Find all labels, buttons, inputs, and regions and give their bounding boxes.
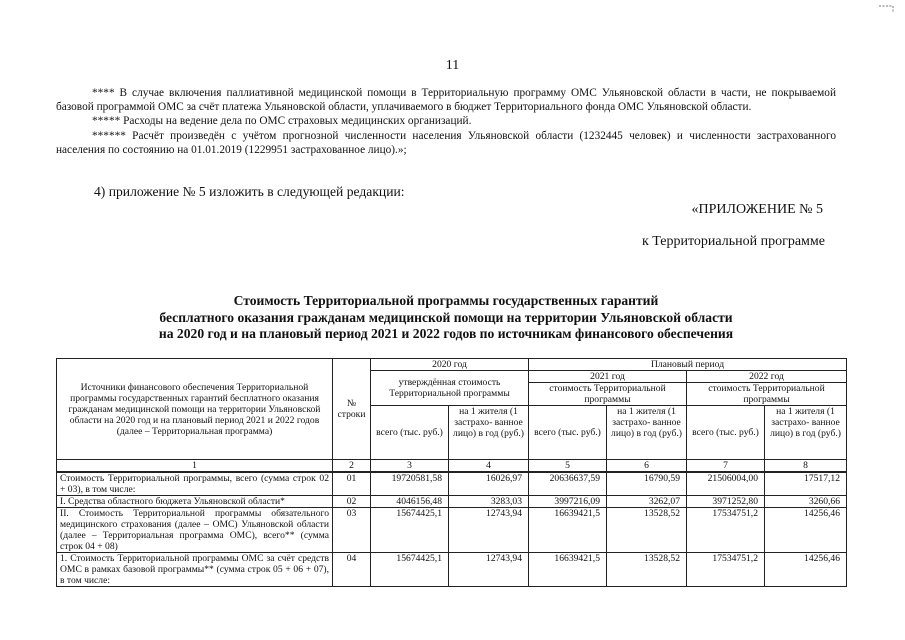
note-5-stars: ***** Расходы на ведение дела по ОМС страховых медицинских организаций. <box>92 115 472 128</box>
col-number: 4 <box>449 460 529 473</box>
corner-mark <box>878 4 894 14</box>
table-row <box>57 496 847 508</box>
row-value: 15674425,1 <box>371 508 449 553</box>
header-planned-period: Плановый период <box>529 359 847 371</box>
page-number: 11 <box>445 58 460 73</box>
row-label: Стоимость Территориальной программы, всего (сумма строк 02 + 03), в том числе: <box>57 472 333 496</box>
table-row <box>57 508 847 553</box>
header-total-2022: всего (тыс. руб.) <box>687 406 765 460</box>
row-value: 3997216,09 <box>529 496 607 508</box>
row-value: 3260,66 <box>765 496 847 508</box>
notes-block <box>56 86 836 157</box>
row-value: 3283,03 <box>449 496 529 508</box>
item-4-text: 4) приложение № 5 изложить в следующей редакции: <box>94 184 405 199</box>
row-value: 17517,12 <box>765 472 847 496</box>
appendix-title: «ПРИЛОЖЕНИЕ № 5 <box>691 202 823 217</box>
row-value: 14256,46 <box>765 508 847 553</box>
note-4-stars: **** В случае включения паллиативной медицинской помощи в Территориальную программу ОМС Ульяновской области в части, не покрываемой базовой программой ОМС за счёт платежа Ульяновской области, уплачиваемого в бюджет Территориального фонда ОМС Ульяновской области. <box>56 87 836 114</box>
row-value: 16790,59 <box>607 472 687 496</box>
header-cost-2022: стоимость Территориальной программы <box>687 383 847 406</box>
row-value: 20636637,59 <box>529 472 607 496</box>
row-value: 21506004,00 <box>687 472 765 496</box>
row-number: 04 <box>333 553 371 587</box>
row-value: 16639421,5 <box>529 508 607 553</box>
col-number: 7 <box>687 460 765 473</box>
header-total-2021: всего (тыс. руб.) <box>529 406 607 460</box>
row-value: 17534751,2 <box>687 553 765 587</box>
appendix-subtitle: к Территориальной программе <box>641 234 825 249</box>
row-value: 13528,52 <box>607 508 687 553</box>
row-label: 1. Стоимость Территориальной программы ОМС за счёт средств ОМС в рамках базовой программы** (сумма строк 05 + 06 + 07), в том числе: <box>57 553 333 587</box>
header-year-2022: 2022 год <box>687 371 847 383</box>
col-number: 2 <box>333 460 371 473</box>
header-per-capita-2021: на 1 жителя (1 застрахо- ванное лицо) в год (руб.) <box>607 406 687 460</box>
heading-line: на 2020 год и на плановый период 2021 и 2022 годов по источникам финансового обеспечения <box>158 326 734 341</box>
row-value: 16026,97 <box>449 472 529 496</box>
header-per-capita-2020: на 1 жителя (1 застрахо- ванное лицо) в год (руб.) <box>449 406 529 460</box>
header-approved-cost: утверждённая стоимость Территориальной программы <box>371 371 529 406</box>
row-value: 3971252,80 <box>687 496 765 508</box>
header-year-2020: 2020 год <box>371 359 529 371</box>
row-label: I. Средства областного бюджета Ульяновской области* <box>57 496 333 508</box>
header-source: Источники финансового обеспечения Территориальной программы государственных гарантий бесплатного оказания гражданам медицинской помощи на территории Ульяновской области на 2020 год и на плановый период 2021 и 2022 годов (далее – Территориальная программа) <box>57 359 333 460</box>
col-number: 5 <box>529 460 607 473</box>
row-label: II. Стоимость Территориальной программы обязательного медицинского страхования (далее – ОМС) Ульяновской области (далее – Территориальная программа ОМС), всего** (сумма строк 04 + 08) <box>57 508 333 553</box>
row-value: 16639421,5 <box>529 553 607 587</box>
col-number: 1 <box>57 460 333 473</box>
row-value: 14256,46 <box>765 553 847 587</box>
row-number: 02 <box>333 496 371 508</box>
table-row <box>57 472 847 496</box>
cost-table <box>56 358 847 587</box>
row-value: 13528,52 <box>607 553 687 587</box>
header-per-capita-2022: на 1 жителя (1 застрахо- ванное лицо) в год (руб.) <box>765 406 847 460</box>
header-cost-2021: стоимость Территориальной программы <box>529 383 687 406</box>
row-value: 4046156,48 <box>371 496 449 508</box>
row-value: 12743,94 <box>449 508 529 553</box>
row-value: 17534751,2 <box>687 508 765 553</box>
row-value: 15674425,1 <box>371 553 449 587</box>
heading-line: бесплатного оказания гражданам медицинской помощи на территории Ульяновской области <box>159 309 733 325</box>
header-row-number: № строки <box>333 359 371 460</box>
header-year-2021: 2021 год <box>529 371 687 383</box>
document-heading <box>56 293 836 343</box>
col-number: 3 <box>371 460 449 473</box>
heading-line: Стоимость Территориальной программы государственных гарантий <box>233 293 659 308</box>
col-number: 8 <box>765 460 847 473</box>
row-number: 03 <box>333 508 371 553</box>
table-row <box>57 553 847 587</box>
row-number: 01 <box>333 472 371 496</box>
row-value: 3262,07 <box>607 496 687 508</box>
note-6-stars: ****** Расчёт произведён с учётом прогнозной численности населения Ульяновской области (1232445 человек) и численности застрахованного населения по состоянию на 01.01.2019 (1229951 застрахованное лицо).»; <box>56 129 836 156</box>
col-number: 6 <box>607 460 687 473</box>
row-value: 19720581,58 <box>371 472 449 496</box>
header-total-2020: всего (тыс. руб.) <box>371 406 449 460</box>
row-value: 12743,94 <box>449 553 529 587</box>
